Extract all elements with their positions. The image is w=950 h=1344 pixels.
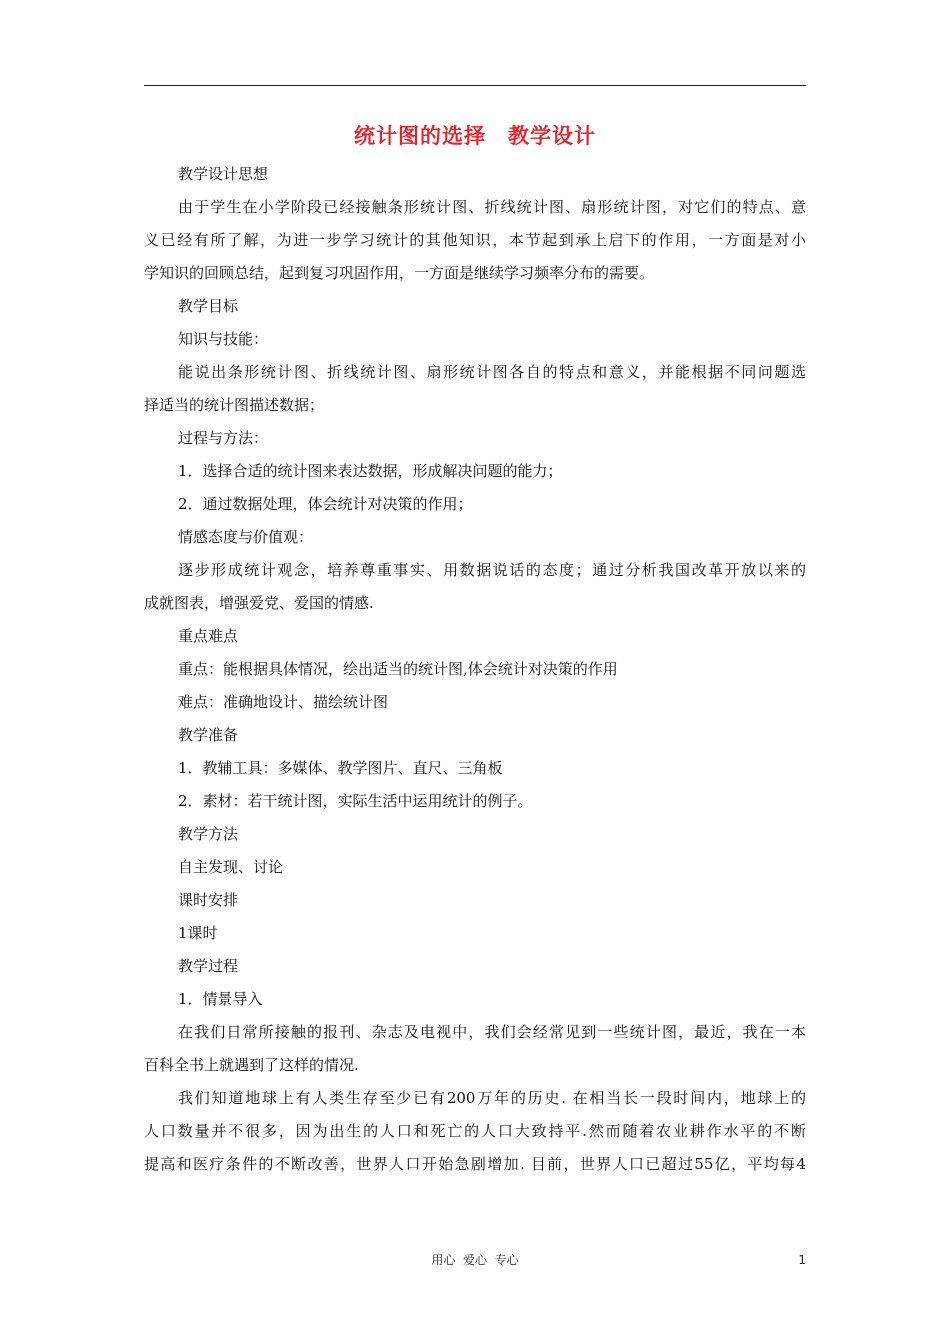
text-line: 逐步形成统计观念，培养尊重事实、用数据说话的态度；通过分析我国改革开放以来的	[178, 561, 806, 579]
text-line: 难点：准确地设计、描绘统计图	[178, 693, 389, 711]
text-line: 2．素材：若干统计图，实际生活中运用统计的例子。	[178, 792, 533, 810]
document-body	[144, 158, 806, 1181]
text-line: 提高和医疗条件的不断改善，世界人口开始急剧增加. 目前，世界人口已超过55亿，平均每4	[144, 1155, 806, 1173]
text-line: 能说出条形统计图、折线统计图、扇形统计图各自的特点和意义，并能根据不同问题选	[178, 363, 806, 381]
text-line: 教学设计思想	[178, 165, 269, 183]
text-line: 义已经有所了解，为进一步学习统计的其他知识，本节起到承上启下的作用，一方面是对小	[144, 231, 806, 249]
text-line: 百科全书上就遇到了这样的情况.	[144, 1056, 359, 1074]
text-line: 重点：能根据具体情况，绘出适当的统计图,体会统计对决策的作用	[178, 660, 618, 678]
text-line: 知识与技能：	[178, 330, 269, 348]
text-line: 过程与方法：	[178, 429, 269, 447]
text-line: 课时安排	[178, 891, 239, 909]
text-line: 教学方法	[178, 825, 239, 843]
document-title: 统计图的选择 教学设计	[354, 124, 596, 148]
text-line: 情感态度与价值观：	[178, 528, 314, 546]
text-line: 教学准备	[178, 726, 239, 744]
text-line: 自主发现、讨论	[178, 858, 284, 876]
text-line: 教学目标	[178, 297, 239, 315]
text-line: 1．选择合适的统计图来表达数据，形成解决问题的能力；	[178, 462, 563, 480]
text-line: 2．通过数据处理，体会统计对决策的作用；	[178, 495, 473, 513]
page-number: 1	[798, 1253, 806, 1267]
text-line: 我们知道地球上有人类生存至少已有200万年的历史. 在相当长一段时间内，地球上的	[178, 1089, 806, 1107]
text-line: 教学过程	[178, 957, 239, 975]
text-line: 人口数量并不很多，因为出生的人口和死亡的人口大致持平.然而随着农业耕作水平的不断	[144, 1122, 806, 1140]
text-line: 1课时	[178, 924, 218, 942]
text-line: 择适当的统计图描述数据；	[144, 396, 325, 414]
text-line: 由于学生在小学阶段已经接触条形统计图、折线统计图、扇形统计图，对它们的特点、意	[178, 198, 806, 216]
text-line: 重点难点	[178, 627, 239, 645]
text-line: 学知识的回顾总结，起到复习巩固作用，一方面是继续学习频率分布的需要。	[144, 264, 655, 282]
text-line: 成就图表，增强爱党、爱国的情感.	[144, 594, 374, 612]
text-line: 在我们日常所接触的报刊、杂志及电视中，我们会经常见到一些统计图，最近，我在一本	[178, 1023, 806, 1041]
text-line: 1．情景导入	[178, 990, 263, 1008]
footer-slogan: 用心 爱心 专心	[431, 1253, 519, 1267]
header-rule	[144, 85, 806, 86]
text-line: 1．教辅工具：多媒体、教学图片、直尺、三角板	[178, 759, 503, 777]
